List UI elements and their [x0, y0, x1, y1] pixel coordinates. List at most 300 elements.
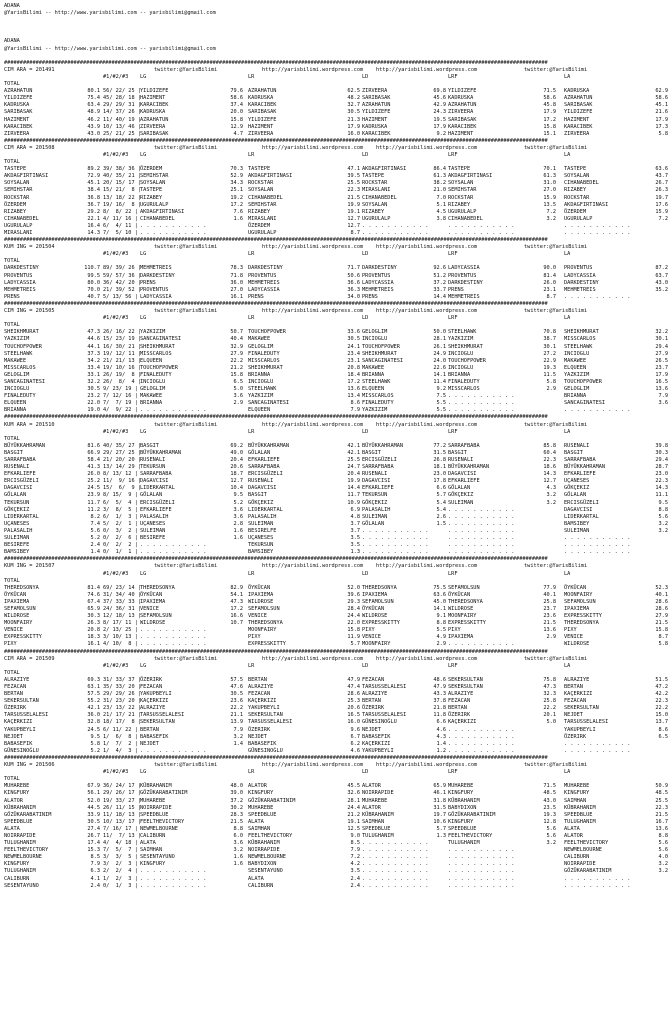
table-cell: SESENTAYUNO: [248, 868, 283, 875]
record-label: #1/#2/#3: [103, 662, 129, 669]
table-cell: 5.0: [546, 719, 556, 726]
table-cell: 6.5: [658, 733, 668, 740]
table-cell: 4.2: [350, 861, 360, 868]
table-cell: 39.8: [655, 442, 668, 449]
race-title-row: [4, 145, 669, 152]
table-cell: 21.2: [347, 811, 360, 818]
table-cell: GÖKÇEKIZ: [248, 499, 274, 506]
table-cell: 57.5: [87, 691, 100, 698]
table-cell: 22.2: [543, 705, 556, 712]
twitter-handle-left: twitter:@YarisBilimi: [154, 655, 218, 662]
table-cell: WILDROSE: [362, 613, 388, 620]
table-cell: 13.7: [655, 719, 668, 726]
table-cell: KÜBRAHANIM: [448, 797, 480, 804]
table-row: [4, 507, 669, 514]
table-cell: . . . . . . . . . . .: [448, 861, 515, 868]
table-cell: 0/ 1/ 1 |: [103, 549, 138, 556]
table-cell: 32.2: [655, 329, 668, 336]
table-cell: TOTAL: [4, 577, 20, 584]
table-cell: 9.2: [436, 386, 446, 393]
table-cell: 2.9: [546, 386, 556, 393]
table-cell: . . . . . . . . . . .: [362, 230, 429, 236]
table-cell: 8.7: [658, 634, 668, 641]
table-cell: 2.9: [436, 641, 446, 648]
table-cell: 28.4: [347, 605, 360, 612]
table-cell: 4.9: [436, 634, 446, 641]
table-cell: 56.1: [87, 790, 100, 797]
twitter-handle-right: twitter:@YarisBilimi: [524, 762, 588, 769]
table-cell: TOTAL: [4, 159, 20, 166]
table-cell: . . . . . . . . . . .: [564, 542, 631, 549]
table-cell: LADYCASSIA: [362, 279, 394, 286]
table-cell: VENICE: [248, 613, 267, 620]
table-cell: 41.3: [87, 464, 100, 471]
separator-line: ############################################################################################################################################################################: [4, 137, 548, 144]
race-title-row: [4, 308, 669, 315]
table-cell: MEHMETREIS: [4, 286, 36, 293]
table-cell: HAZIMENT: [448, 130, 474, 137]
table-cell: AKDAGFIRTINASI: [564, 201, 609, 208]
table-cell: 42.1: [347, 449, 360, 456]
table-cell: BÜYÜKKAHRAMAN: [448, 464, 490, 471]
table-cell: BABYDIXON: [448, 804, 477, 811]
table-cell: MUHAREBE: [362, 797, 388, 804]
table-cell: 47.6: [230, 684, 243, 690]
table-cell: 19/ 16/ 8 |: [103, 201, 141, 208]
table-cell: 22.3: [655, 698, 668, 705]
table-cell: . . . . . . . . . . .: [564, 222, 631, 229]
twitter-handle-left: twitter:@YarisBilimi: [154, 762, 218, 769]
table-cell: 36.7: [87, 201, 100, 208]
table-cell: 50.9: [655, 783, 668, 790]
table-cell: 15/ 23/ 19 |: [103, 336, 141, 343]
table-cell: 9.2: [436, 130, 446, 137]
table-cell: TASTEPE: [248, 166, 271, 173]
table-cell: YAZKIZIM: [140, 329, 166, 336]
table-cell: KARACIBEK: [564, 123, 593, 130]
table-row: [4, 734, 669, 741]
table-cell: ROCKSTAR: [448, 194, 474, 201]
table-cell: KADRUSKA: [362, 123, 388, 130]
table-cell: 7.9: [90, 861, 100, 868]
table-cell: DARKDESTINY: [140, 272, 175, 279]
table-cell: . . . . . . . . . . .: [362, 882, 429, 889]
table-cell: ZIRVEERA: [140, 123, 166, 130]
table-cell: 2/ 13/ 25 |: [103, 627, 138, 634]
table-cell: MEHMETREIS: [564, 286, 596, 293]
race-title-row: [4, 656, 669, 663]
table-cell: 19.1: [347, 818, 360, 825]
table-cell: ÖZERDEM: [564, 208, 587, 215]
table-cell: IPAXIEMA: [140, 598, 166, 605]
table-cell: 19.3: [543, 364, 556, 371]
table-cell: 30.5: [87, 386, 100, 393]
table-cell: 8.8: [436, 620, 446, 627]
table-cell: SAIMHAN: [362, 818, 385, 825]
table-cell: SOYSALAN: [4, 180, 30, 187]
table-cell: LIDERKARTAL: [4, 513, 39, 520]
table-cell: 43.0: [543, 797, 556, 804]
table-cell: ERCISGÜZELI: [140, 499, 175, 506]
table-cell: SHEIKHMURAT: [564, 329, 599, 336]
table-row: [4, 450, 669, 457]
table-cell: 27.9: [655, 613, 668, 620]
table-cell: TOUCHOFPOWER: [564, 378, 602, 385]
table-cell: NEJDET: [4, 733, 23, 740]
table-cell: KARACIBEK: [140, 102, 169, 109]
table-cell: TOTAL: [4, 435, 20, 442]
table-cell: PALASALIH: [248, 513, 277, 520]
la-label: LA: [564, 151, 571, 158]
table-row: [4, 719, 669, 726]
table-cell: ALRAZIYE: [362, 691, 388, 698]
record-label: #1/#2/#3: [103, 73, 129, 80]
table-cell: SARRAFBABA: [248, 464, 280, 471]
table-cell: 1.4: [436, 740, 446, 747]
table-cell: 3.5: [350, 535, 360, 542]
race-title: KUM ING = 201506: [4, 762, 55, 769]
table-cell: MEHMETREIS: [140, 265, 172, 272]
table-row: [4, 578, 669, 585]
table-cell: YAZKIZIM: [248, 393, 274, 400]
table-cell: 2.4: [350, 882, 360, 889]
table-cell: 7.0: [436, 194, 446, 201]
table-row: [4, 124, 669, 131]
table-cell: 7.9: [233, 726, 243, 733]
table-cell: KAÇERKIZI: [564, 691, 593, 698]
table-cell: MISSCARLOS: [448, 386, 480, 393]
site-url: http://yarisbilimi.wordpress.com: [262, 144, 364, 151]
table-cell: CALIBURN: [140, 832, 166, 839]
table-cell: . . . . . . . . . . .: [448, 520, 515, 527]
table-cell: BASGIT: [448, 449, 467, 456]
table-cell: HAZIMENT: [362, 116, 388, 123]
table-cell: 12/ 18/ 13 |: [103, 613, 141, 620]
table-cell: TASTEPE: [564, 166, 587, 173]
table-cell: ÖZERDEM: [4, 201, 27, 208]
table-cell: 5.4: [436, 499, 446, 506]
table-cell: CALIBURN: [4, 875, 30, 882]
table-cell: 69.2: [230, 442, 243, 449]
table-cell: BASGIT: [4, 449, 23, 456]
table-row: [4, 868, 669, 875]
table-cell: . . . . . . . . . . .: [448, 847, 515, 854]
table-cell: UGURULALP: [564, 215, 593, 222]
table-cell: TEKURSUN: [140, 464, 166, 471]
table-cell: ELQUEEN: [564, 364, 587, 371]
table-cell: 13.6: [543, 627, 556, 634]
table-cell: 15/ 21/ 8 |: [103, 187, 141, 194]
table-cell: 21.5: [347, 194, 360, 201]
table-cell: 38.4: [87, 187, 100, 194]
table-cell: 58.6: [230, 95, 243, 102]
table-cell: 62.5: [347, 88, 360, 95]
table-cell: PROVENTUS: [4, 272, 33, 279]
table-cell: YILDIZEFE: [140, 88, 169, 95]
site-url: http://yarisbilimi.wordpress.com: [262, 563, 364, 570]
table-cell: 29/ 27/ 25 |: [103, 449, 141, 456]
table-cell: 33.7: [433, 286, 446, 293]
table-cell: ALATA: [4, 825, 20, 832]
race-title: CIM ING = 201505: [4, 308, 55, 315]
table-cell: CIHANABEDEL: [4, 215, 39, 222]
table-cell: 46.1: [433, 790, 446, 797]
table-cell: 7/ 7/ 19 |: [103, 400, 138, 407]
table-cell: ALATA: [248, 818, 264, 825]
table-cell: 30.1: [543, 343, 556, 350]
table-cell: 22.3: [543, 457, 556, 463]
table-cell: 48.5: [655, 790, 668, 797]
table-cell: PROVENTUS: [248, 272, 277, 279]
table-cell: 30.3: [87, 613, 100, 620]
table-cell: 39.6: [347, 591, 360, 598]
lr-label: LR: [248, 769, 255, 776]
lr-label: LR: [248, 428, 255, 435]
table-cell: 5.6: [546, 832, 556, 839]
table-cell: MAKAWEE: [362, 364, 385, 371]
table-cell: ZIRVEERA: [362, 88, 388, 95]
city-title-repeat: ADANA: [4, 38, 20, 45]
table-cell: 8.6: [350, 400, 360, 407]
table-cell: 3.6: [233, 506, 243, 513]
table-row: [4, 351, 669, 358]
table-cell: 26.7: [87, 832, 100, 839]
table-cell: 48.6: [433, 676, 446, 683]
table-cell: 69.3: [87, 676, 100, 683]
table-cell: 12.7: [347, 215, 360, 222]
table-cell: 13.5: [543, 201, 556, 208]
race-block: [4, 414, 669, 556]
table-cell: MEHMETREIS: [362, 286, 394, 293]
table-cell: EFKARLIEFE: [564, 471, 596, 478]
ld-label: LD: [362, 428, 369, 435]
table-cell: KINGFURY: [4, 790, 30, 797]
table-cell: STEELHAWK: [4, 350, 33, 357]
table-cell: SEFAMOLSUN: [362, 598, 394, 605]
table-cell: 19/ 10/ 16 |: [103, 364, 141, 371]
table-cell: FINALEDUTY: [4, 393, 36, 400]
table-cell: RIZABEY: [448, 201, 471, 208]
table-cell: NEWMELBOURNE: [564, 847, 602, 854]
table-cell: SARRAFBABA: [448, 442, 480, 449]
table-cell: RUSENALI: [564, 442, 590, 449]
table-cell: 22.2: [230, 357, 243, 364]
table-cell: YAZKIZIM: [4, 336, 30, 343]
table-cell: 16.4: [87, 222, 100, 229]
column-header-row: [4, 315, 669, 322]
table-row: [4, 783, 669, 790]
table-cell: 32.3: [543, 691, 556, 698]
table-cell: . . . . . . . . . . .: [564, 747, 631, 754]
table-cell: 79.6: [230, 88, 243, 95]
table-cell: 25.8: [543, 698, 556, 705]
table-cell: 15.9: [655, 208, 668, 215]
table-cell: AKDAGFIRTINASI: [140, 208, 185, 215]
table-cell: 1.5: [436, 520, 446, 527]
table-cell: MOONFAIRY: [248, 627, 277, 634]
table-cell: 22.3: [655, 478, 668, 485]
table-cell: 43.9: [87, 123, 100, 130]
table-cell: 13.6: [655, 386, 668, 393]
table-cell: PIXY: [248, 634, 261, 641]
table-row: [4, 464, 669, 471]
table-cell: BÜYÜKKAHRAMAN: [362, 442, 404, 449]
table-cell: YAKUPBEYLI: [248, 705, 280, 712]
table-cell: VENICE: [362, 634, 381, 641]
table-cell: FEZACAN: [448, 698, 471, 705]
race-title: KUM ING = 201504: [4, 244, 55, 251]
table-cell: INCIOGLU: [4, 386, 30, 393]
lrf-label: LRF: [448, 570, 458, 577]
table-cell: 30.2: [230, 804, 243, 811]
table-cell: SPEEDBLUE: [564, 811, 593, 818]
table-cell: 99.5: [87, 272, 100, 279]
race-block: [4, 755, 669, 890]
table-cell: 3.2: [658, 520, 668, 527]
table-cell: 45.8: [543, 102, 556, 109]
table-cell: 23.6: [543, 613, 556, 620]
table-cell: BÜYÜKKAHRAMAN: [248, 442, 290, 449]
table-cell: 8/ 17/ 11 |: [103, 620, 138, 627]
table-cell: AKDAGFIRTINASI: [4, 173, 49, 180]
table-cell: . . . . . . . . . . .: [362, 875, 429, 882]
table-row: [4, 273, 669, 280]
table-cell: 26.5: [655, 357, 668, 364]
table-cell: 7/ 16/ 17 |: [103, 825, 138, 832]
la-label: LA: [564, 251, 571, 258]
table-cell: KADRUSKA: [4, 102, 30, 109]
table-cell: 78.3: [230, 265, 243, 272]
table-cell: GÖKÇEKIZ: [564, 485, 590, 492]
table-cell: PIXY: [4, 641, 17, 648]
table-cell: 22.1: [87, 215, 100, 222]
table-cell: GÖLALAN: [448, 485, 471, 492]
table-cell: 17.4: [87, 840, 100, 847]
table-cell: 6.0: [233, 832, 243, 839]
table-cell: 60.4: [543, 449, 556, 456]
table-cell: 1.6: [233, 215, 243, 222]
table-cell: 5.4: [436, 506, 446, 513]
table-cell: BABASEFIK: [140, 733, 169, 740]
table-cell: SOYSALAN: [448, 180, 474, 187]
table-row: [4, 691, 669, 698]
table-cell: TOTAL: [4, 322, 20, 329]
table-cell: 0/ 1/ 3 |: [103, 882, 138, 889]
table-cell: 4/ 10/ 8 |: [103, 641, 138, 648]
table-cell: KARACIBEK: [4, 123, 33, 130]
table-cell: AZRAHATUN: [248, 88, 277, 95]
table-cell: 28.7: [655, 464, 668, 471]
table-cell: 5.6: [658, 513, 668, 520]
table-cell: . . . . . . . . . . .: [362, 847, 429, 854]
table-cell: INCIOGLU: [448, 350, 474, 357]
table-cell: SOYSALAN: [248, 187, 274, 194]
table-cell: . . . . . . . . . . .: [140, 542, 207, 549]
table-cell: 43.3: [433, 691, 446, 698]
table-cell: ÖZERDEM: [248, 222, 271, 229]
table-cell: 25.5: [347, 180, 360, 187]
table-cell: 27.0: [543, 187, 556, 194]
record-label: #1/#2/#3: [103, 570, 129, 577]
table-row: [4, 592, 669, 599]
table-cell: 27.4: [87, 825, 100, 832]
table-cell: TARSUSSELALESI: [564, 719, 609, 726]
table-row: [4, 585, 669, 592]
table-cell: 71.7: [347, 265, 360, 272]
table-cell: FEELTHEVICTORY: [4, 847, 49, 854]
table-cell: 5/ 13/ 56 |: [103, 293, 138, 300]
table-cell: RIZABEY: [362, 208, 385, 215]
table-cell: 6.6: [436, 485, 446, 492]
table-cell: 15.1: [543, 130, 556, 137]
table-cell: 19.0: [87, 407, 100, 414]
site-url: http://yarisbilimi.wordpress.com: [262, 421, 364, 428]
table-cell: PROVENTUS: [564, 265, 593, 272]
table-cell: 1/ 4/ 3 |: [103, 747, 138, 754]
table-cell: 42.9: [433, 102, 446, 109]
table-cell: 26.1: [433, 343, 446, 350]
table-cell: MIRASLANI: [248, 215, 277, 222]
table-row: [4, 727, 669, 734]
table-cell: PIXY: [362, 627, 375, 634]
table-cell: 47.3: [230, 598, 243, 605]
la-label: LA: [564, 570, 571, 577]
table-cell: ÖYKÜCAN: [4, 591, 27, 598]
table-cell: 33.6: [347, 329, 360, 336]
table-cell: MUHAREBE: [248, 804, 274, 811]
table-cell: CALIBURN: [248, 882, 274, 889]
table-cell: 3.7: [350, 520, 360, 527]
table-cell: 18.6: [543, 464, 556, 471]
table-cell: ZIRVEERA: [248, 130, 274, 137]
table-cell: 21.5: [655, 620, 668, 627]
table-cell: HAZIMENT: [4, 116, 30, 123]
table-cell: 5.5: [436, 627, 446, 634]
handicap-document: [4, 3, 669, 890]
table-cell: 5.7: [436, 492, 446, 499]
table-cell: CIHANABEDEL: [564, 180, 599, 187]
table-cell: 24.5: [87, 485, 100, 492]
table-cell: MAKAWEE: [248, 336, 271, 343]
table-cell: 15.8: [543, 123, 556, 130]
table-cell: 89/ 39/ 26 |: [103, 265, 141, 272]
site-url: http://yarisbilimi.wordpress.com: [262, 308, 364, 315]
table-cell: SULEIMAN: [248, 520, 274, 527]
table-row: [4, 95, 669, 102]
table-cell: . . . . . . . . . . .: [448, 882, 515, 889]
table-cell: RIZABEY: [4, 208, 27, 215]
table-row: [4, 521, 669, 528]
table-cell: 5.5: [436, 400, 446, 407]
table-row: [4, 187, 669, 194]
table-cell: 8.8: [233, 825, 243, 832]
table-cell: 86.4: [433, 166, 446, 173]
table-cell: 92.6: [433, 265, 446, 272]
table-cell: 34.3: [230, 180, 243, 187]
table-cell: GÜNESINOĞLU: [248, 747, 283, 754]
table-cell: ÖYKÜCAN: [140, 591, 163, 598]
table-cell: 13/ 14/ 29 |: [103, 464, 141, 471]
table-cell: GÖKÇEKIZ: [362, 499, 388, 506]
table-cell: SESENTAYUNO: [4, 882, 39, 889]
table-cell: . . . . . . . . . . .: [140, 875, 207, 882]
table-cell: 21.6: [655, 109, 668, 116]
table-cell: 56/ 22/ 25 |: [103, 88, 141, 95]
table-cell: SEKERSULTAN: [448, 684, 483, 690]
table-cell: NEWMELBOURNE: [248, 854, 286, 861]
table-cell: FEZACAN: [4, 684, 27, 690]
table-row: [4, 840, 669, 847]
